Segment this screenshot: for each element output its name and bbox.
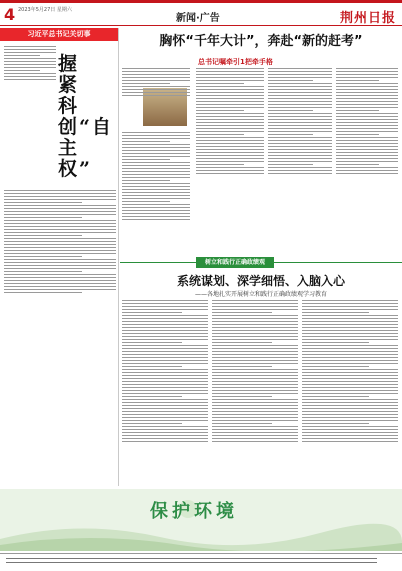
lower-subheadline: ——各地扎实开展树立和践行正确政绩观学习教育 <box>194 291 327 298</box>
newspaper-logo: 荆州日报 <box>339 11 396 26</box>
main-col-1-text <box>122 68 190 96</box>
main-col-4-text <box>336 68 398 174</box>
lower-col-2-text <box>212 300 298 442</box>
column-separator <box>118 28 119 486</box>
section-title: 新闻·广告 <box>176 13 220 24</box>
kicker-title: 总书记嘱牵引1把牵手格 <box>198 58 273 66</box>
main-headline: 胸怀“千年大计”，奔赴“新的赶考” <box>159 34 363 49</box>
public-service-ad <box>0 489 402 551</box>
main-col-2-text <box>196 68 264 174</box>
ad-slogan: 保护环境 <box>150 501 238 522</box>
left-section-header: 习近平总书记关切事 <box>0 28 118 41</box>
lower-col-3-text <box>302 300 398 442</box>
main-col-3-text <box>268 68 332 174</box>
left-big-title: 握紧科创“自主权” <box>58 53 113 180</box>
page-date: 2023年5月27日 星期六 <box>18 7 72 13</box>
left-column-text <box>4 46 56 80</box>
page-footer <box>0 553 402 571</box>
page-number: 4 <box>4 5 16 24</box>
lower-section-tag: 树立和践行正确政绩观 <box>196 257 274 268</box>
lower-col-1-text <box>122 300 208 442</box>
left-body-text <box>4 190 116 293</box>
lower-headline: 系统谋划、深学细悟、入脑入心 <box>176 274 345 288</box>
page-header <box>0 3 402 26</box>
main-col-1b-text <box>122 132 190 220</box>
